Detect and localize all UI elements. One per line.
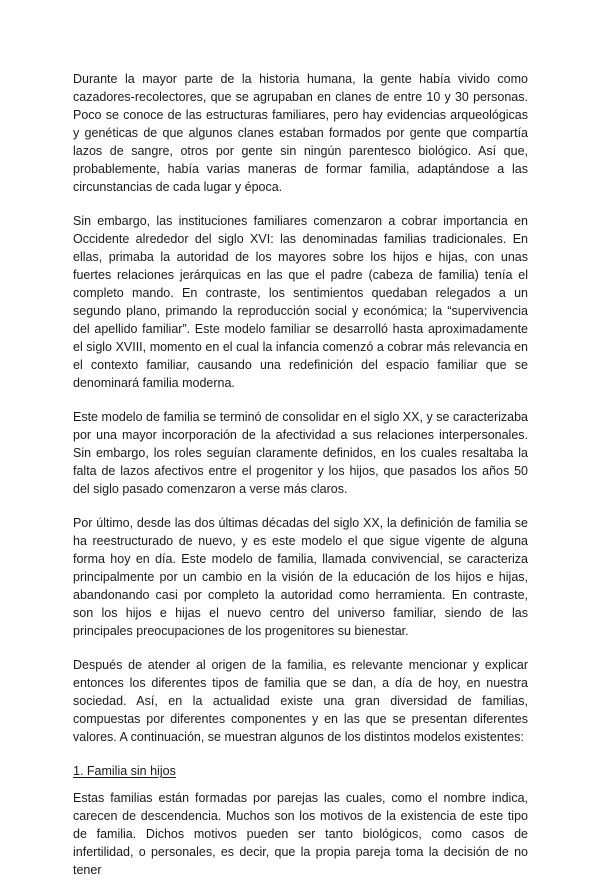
paragraph-convivial-family: Por último, desde las dos últimas décadas del siglo XX, la definición de familia se ha reestructurado de nuevo, y es este modelo el que sigue vigente de alguna forma hoy en día. Este modelo de familia, llamada convivencial, se caracteriza principalmente por un cambio en la visión de la educación de los hijos e hijas, abandonando casi por completo la autoridad como herramienta. En contraste, son los hijos e hijas el nuevo centro del universo familiar, siendo de las principales preocupaciones de los progenitores su bienestar. bbox=[73, 516, 528, 638]
paragraph-family-types-intro: Después de atender al origen de la familia, es relevante mencionar y explicar entonces los diferentes tipos de familia que se dan, a día de hoy, en nuestra sociedad. Así, en la actualidad existe una gran diversidad de familias, compuestas por diferentes componentes y en las que se presentan diferentes valores. A continuación, se muestran algunos de los distintos modelos existentes: bbox=[73, 658, 528, 744]
paragraph-family-without-children: Estas familias están formadas por parejas las cuales, como el nombre indica, carecen de descendencia. Muchos son los motivos de la existencia de este tipo de familia. Dichos motivos pueden ser tanto biológicos, como casos de infertilidad, o personales, es decir, que la propia pareja toma la decisión de no tener bbox=[73, 791, 528, 877]
section-heading-family-without-children: 1. Familia sin hijos bbox=[73, 764, 176, 778]
paragraph-modern-family: Este modelo de familia se terminó de consolidar en el siglo XX, y se caracterizaba por una mayor incorporación de la afectividad a sus relaciones interpersonales. Sin embargo, los roles seguían claramente definidos, en los cuales resaltaba la falta de lazos afectivos entre el progenitor y los hijos, que pasados los años 50 del siglo pasado comenzaron a verse más claros. bbox=[73, 410, 528, 496]
document-body bbox=[73, 70, 528, 895]
paragraph-traditional-family: Sin embargo, las instituciones familiares comenzaron a cobrar importancia en Occidente alrededor del siglo XVI: las denominadas familias tradicionales. En ellas, primaba la autoridad de los mayores sobre los hijos e hijas, con unas fuertes relaciones jerárquicas en las que el padre (cabeza de familia) tenía el completo mando. En contraste, los sentimientos quedaban relegados a un segundo plano, primando la reproducción social y económica; la “supervivencia del apellido familiar”. Este modelo familiar se desarrolló hasta aproximadamente el siglo XVIII, momento en el cual la infancia comenzó a cobrar más relevancia en el contexto familiar, causando una redefinición del espacio familiar que se denominará familia moderna. bbox=[73, 214, 528, 390]
paragraph-hunter-gatherers: Durante la mayor parte de la historia humana, la gente había vivido como cazadores-recolectores, que se agrupaban en clanes de entre 10 y 30 personas. Poco se conoce de las estructuras familiares, pero hay evidencias arqueológicas y genéticas de que algunos clanes estaban formados por gente que compartía lazos de sangre, otros por gente sin ningún parentesco biológico. Así que, probablemente, había varias maneras de formar familia, adaptándose a las circunstancias de cada lugar y época. bbox=[73, 72, 528, 194]
